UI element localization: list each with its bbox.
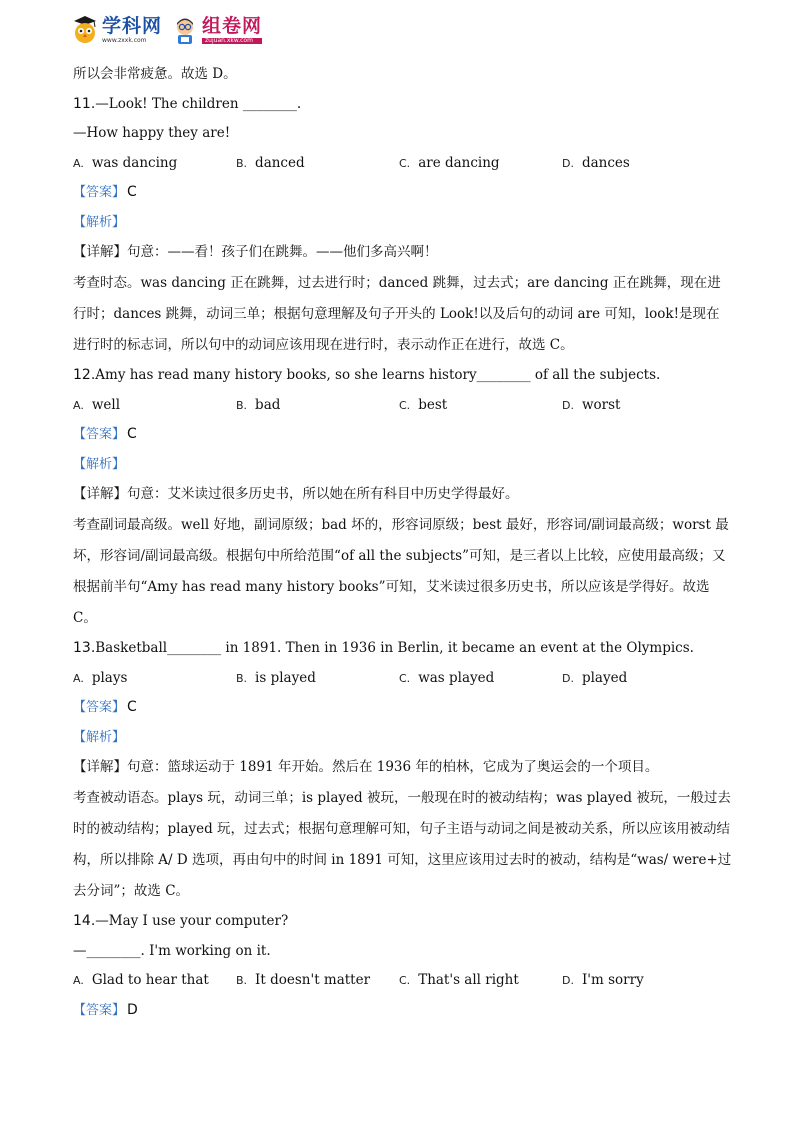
logo-zujuan-url: zujuan.xkw.com — [202, 38, 262, 44]
document-body — [73, 60, 733, 1025]
options — [73, 149, 733, 179]
question-stem-reply: —________. I'm working on it. — [73, 942, 271, 959]
logo-zujuan — [172, 15, 262, 45]
analysis-heading: 【解析】 — [73, 729, 126, 745]
question-13 — [73, 634, 733, 907]
question-stem: —May I use your computer? — [95, 913, 289, 929]
previous-analysis-tail: 所以会非常疲惫。故选 D。 — [73, 66, 237, 82]
option-b: B. bad — [236, 396, 281, 413]
answer-line: 【答案】 D — [73, 1001, 138, 1018]
detail-sentence-meaning: 【详解】句意：艾米读过很多历史书，所以她在所有科目中历史学得最好。 — [73, 486, 519, 502]
logo-zxxk — [72, 15, 162, 45]
owl-mascot-icon — [72, 15, 98, 45]
answer-value: D — [127, 1001, 138, 1018]
answer-line: 【答案】 C — [73, 426, 137, 442]
option-d: D. played — [562, 669, 628, 686]
question-stem: —Look! The children ________. — [95, 95, 302, 112]
options — [73, 966, 733, 996]
option-d: D. I'm sorry — [562, 972, 644, 988]
option-b: B. is played — [236, 669, 316, 686]
question-stem-reply: —How happy they are! — [73, 125, 231, 141]
option-c: C. That's all right — [399, 972, 519, 988]
detail-explanation: 考查副词最高级。well 好地，副词原级；bad 坏的，形容词原级；best 最好，形容词/副词最高级；worst 最坏，形容词/副词最高级。根据句中所给范围“of all the subjects”可知，是三者以上比较，应使用最高级；又根据前半句“Amy has read many history books”可知，艾米读过很多历史书，所以应该是学得好。故选 C。 — [73, 517, 729, 626]
analysis-heading: 【解析】 — [73, 214, 126, 230]
option-c: C. are dancing — [399, 154, 500, 171]
options — [73, 391, 733, 421]
student-mascot-icon — [172, 15, 198, 45]
option-d: D. worst — [562, 396, 621, 413]
question-stem: Basketball________ in 1891. Then in 1936 in Berlin, it became an event at the Olympics. — [95, 640, 694, 656]
option-a: A. plays — [73, 669, 128, 686]
option-b: B. It doesn't matter — [236, 972, 371, 988]
question-12 — [73, 361, 733, 634]
question-number: 14. — [73, 913, 96, 929]
options — [73, 664, 733, 694]
analysis-heading: 【解析】 — [73, 456, 126, 472]
option-b: B. danced — [236, 154, 305, 171]
question-number: 11. — [73, 95, 96, 112]
question-number: 12. — [73, 367, 96, 383]
option-a: A. Glad to hear that — [73, 972, 209, 988]
answer-line: 【答案】 C — [73, 699, 137, 715]
detail-explanation: 考查被动语态。plays 玩，动词三单；is played 被玩，一般现在时的被动结构；was played 被玩，一般过去时的被动结构；played 玩，过去式；根据句意理解可知，句子主语与动词之间是被动关系，所以应该用被动结构，所以排除 A/ D 选项，再由句中的时间 in 1891 可知，这里应该用过去时的被动，结构是“was/ were+过去分词”；故选 C。 — [73, 790, 732, 899]
page-header — [72, 10, 262, 50]
logo-zujuan-name: 组卷网 — [202, 14, 263, 37]
answer-line: 【答案】 C — [73, 184, 137, 200]
question-14 — [73, 907, 733, 1025]
option-a: A. well — [73, 396, 121, 413]
logo-zxxk-name: 学科网 — [102, 14, 163, 37]
option-a: A. was dancing — [73, 154, 178, 171]
question-11 — [73, 90, 733, 362]
question-stem: Amy has read many history books, so she learns history________ of all the subjects. — [95, 367, 661, 383]
option-d: D. dances — [562, 154, 630, 171]
answer-value: C — [127, 426, 137, 442]
question-number: 13. — [73, 640, 96, 656]
detail-sentence-meaning: 【详解】句意：篮球运动于 1891 年开始。然后在 1936 年的柏林，它成为了奥运会的一个项目。 — [73, 759, 659, 775]
detail-sentence-meaning: 【详解】句意：——看！孩子们在跳舞。——他们多高兴啊！ — [73, 244, 438, 260]
logo-zxxk-url: www.zxxk.com — [102, 36, 147, 44]
option-c: C. best — [399, 396, 448, 413]
detail-explanation: 考查时态。was dancing 正在跳舞，过去进行时；danced 跳舞，过去式；are dancing 正在跳舞，现在进行时；dances 跳舞，动词三单；根据句意理解及句子开头的 Look!以及后句的动词 are 可知，look!是现在进行时的标志词，所以句中的动词应该用现在进行时，表示动作正在进行，故选 C。 — [73, 275, 721, 353]
option-c: C. was played — [399, 669, 495, 686]
answer-value: C — [127, 184, 137, 200]
answer-value: C — [127, 699, 137, 715]
